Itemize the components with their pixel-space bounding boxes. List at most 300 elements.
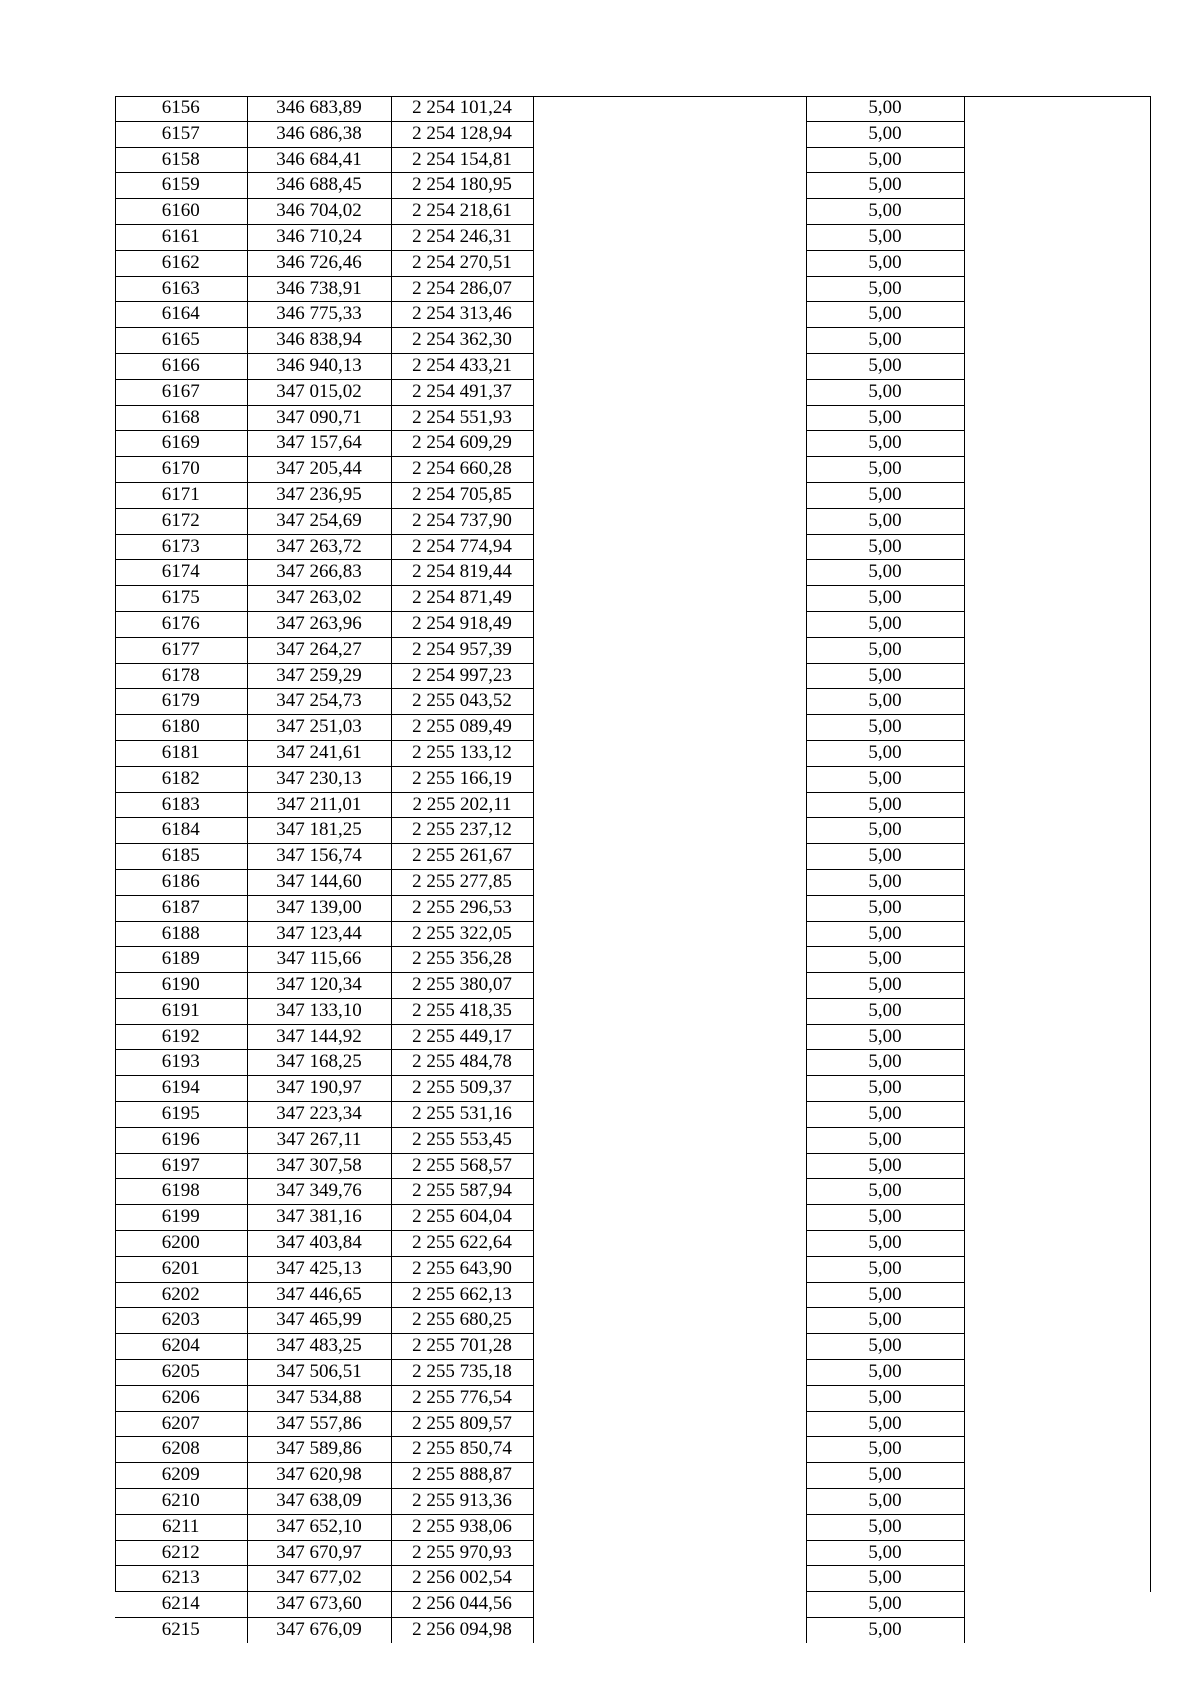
accuracy-cell: 5,00: [806, 1256, 964, 1282]
table-row: [115, 715, 1151, 741]
table-row: [115, 1514, 1151, 1540]
table-row: [115, 973, 1151, 999]
point-number-cell: 6191: [115, 998, 247, 1024]
point-number-cell: 6215: [115, 1618, 247, 1643]
x-coordinate-cell: 347 263,96: [247, 611, 391, 637]
x-coordinate-cell: 347 557,86: [247, 1411, 391, 1437]
y-coordinate-cell: 2 255 888,87: [391, 1463, 533, 1489]
y-coordinate-cell: 2 254 871,49: [391, 586, 533, 612]
table-row: [115, 947, 1151, 973]
blank-cell: [964, 792, 1151, 818]
blank-cell: [533, 1050, 806, 1076]
table-row: [115, 1179, 1151, 1205]
x-coordinate-cell: 347 267,11: [247, 1127, 391, 1153]
blank-cell: [964, 1024, 1151, 1050]
blank-cell: [964, 947, 1151, 973]
blank-cell: [964, 224, 1151, 250]
y-coordinate-cell: 2 255 913,36: [391, 1489, 533, 1515]
blank-cell: [964, 973, 1151, 999]
table-row: [115, 663, 1151, 689]
blank-cell: [533, 173, 806, 199]
accuracy-cell: 5,00: [806, 1179, 964, 1205]
table-row: [115, 534, 1151, 560]
point-number-cell: 6196: [115, 1127, 247, 1153]
table-row: [115, 1463, 1151, 1489]
x-coordinate-cell: 347 120,34: [247, 973, 391, 999]
point-number-cell: 6192: [115, 1024, 247, 1050]
blank-cell: [533, 1256, 806, 1282]
blank-cell: [533, 844, 806, 870]
accuracy-cell: 5,00: [806, 1076, 964, 1102]
table-row: [115, 173, 1151, 199]
x-coordinate-cell: 347 254,73: [247, 689, 391, 715]
table-row: [115, 895, 1151, 921]
point-number-cell: 6205: [115, 1360, 247, 1386]
table-row: [115, 1618, 1151, 1643]
table-row: [115, 1360, 1151, 1386]
accuracy-cell: 5,00: [806, 457, 964, 483]
blank-cell: [533, 586, 806, 612]
point-number-cell: 6171: [115, 482, 247, 508]
blank-cell: [533, 1102, 806, 1128]
blank-cell: [964, 1334, 1151, 1360]
point-number-cell: 6160: [115, 199, 247, 225]
blank-cell: [964, 199, 1151, 225]
accuracy-cell: 5,00: [806, 1205, 964, 1231]
y-coordinate-cell: 2 255 662,13: [391, 1282, 533, 1308]
x-coordinate-cell: 346 710,24: [247, 224, 391, 250]
blank-cell: [533, 250, 806, 276]
accuracy-cell: 5,00: [806, 611, 964, 637]
blank-cell: [964, 1437, 1151, 1463]
y-coordinate-cell: 2 255 484,78: [391, 1050, 533, 1076]
table-row: [115, 869, 1151, 895]
accuracy-cell: 5,00: [806, 1308, 964, 1334]
y-coordinate-cell: 2 255 166,19: [391, 766, 533, 792]
accuracy-cell: 5,00: [806, 431, 964, 457]
accuracy-cell: 5,00: [806, 895, 964, 921]
y-coordinate-cell: 2 254 154,81: [391, 147, 533, 173]
table-row: [115, 1153, 1151, 1179]
blank-cell: [533, 1127, 806, 1153]
blank-cell: [533, 1076, 806, 1102]
table-row: [115, 1308, 1151, 1334]
blank-cell: [533, 147, 806, 173]
y-coordinate-cell: 2 255 622,64: [391, 1231, 533, 1257]
coordinates-table-body: [115, 96, 1151, 1643]
x-coordinate-cell: 347 230,13: [247, 766, 391, 792]
y-coordinate-cell: 2 255 701,28: [391, 1334, 533, 1360]
point-number-cell: 6168: [115, 405, 247, 431]
blank-cell: [533, 276, 806, 302]
table-row: [115, 353, 1151, 379]
blank-cell: [533, 121, 806, 147]
y-coordinate-cell: 2 255 776,54: [391, 1385, 533, 1411]
blank-cell: [533, 921, 806, 947]
point-number-cell: 6201: [115, 1256, 247, 1282]
y-coordinate-cell: 2 254 997,23: [391, 663, 533, 689]
x-coordinate-cell: 347 266,83: [247, 560, 391, 586]
x-coordinate-cell: 347 263,02: [247, 586, 391, 612]
accuracy-cell: 5,00: [806, 869, 964, 895]
table-row: [115, 1231, 1151, 1257]
blank-cell: [964, 173, 1151, 199]
x-coordinate-cell: 347 403,84: [247, 1231, 391, 1257]
accuracy-cell: 5,00: [806, 482, 964, 508]
point-number-cell: 6185: [115, 844, 247, 870]
x-coordinate-cell: 347 483,25: [247, 1334, 391, 1360]
point-number-cell: 6167: [115, 379, 247, 405]
accuracy-cell: 5,00: [806, 715, 964, 741]
y-coordinate-cell: 2 254 246,31: [391, 224, 533, 250]
table-row: [115, 740, 1151, 766]
accuracy-cell: 5,00: [806, 844, 964, 870]
accuracy-cell: 5,00: [806, 1592, 964, 1618]
point-number-cell: 6179: [115, 689, 247, 715]
y-coordinate-cell: 2 254 180,95: [391, 173, 533, 199]
table-row: [115, 1076, 1151, 1102]
blank-cell: [964, 998, 1151, 1024]
blank-cell: [533, 1360, 806, 1386]
blank-cell: [533, 895, 806, 921]
table-row: [115, 1385, 1151, 1411]
blank-cell: [533, 1437, 806, 1463]
y-coordinate-cell: 2 254 918,49: [391, 611, 533, 637]
x-coordinate-cell: 347 670,97: [247, 1540, 391, 1566]
y-coordinate-cell: 2 254 705,85: [391, 482, 533, 508]
accuracy-cell: 5,00: [806, 173, 964, 199]
point-number-cell: 6178: [115, 663, 247, 689]
point-number-cell: 6183: [115, 792, 247, 818]
y-coordinate-cell: 2 254 957,39: [391, 637, 533, 663]
x-coordinate-cell: 346 775,33: [247, 302, 391, 328]
point-number-cell: 6214: [115, 1592, 247, 1618]
table-row: [115, 1592, 1151, 1618]
x-coordinate-cell: 346 726,46: [247, 250, 391, 276]
blank-cell: [964, 586, 1151, 612]
blank-cell: [533, 869, 806, 895]
blank-cell: [533, 508, 806, 534]
x-coordinate-cell: 347 652,10: [247, 1514, 391, 1540]
table-row: [115, 921, 1151, 947]
point-number-cell: 6202: [115, 1282, 247, 1308]
blank-cell: [533, 1179, 806, 1205]
accuracy-cell: 5,00: [806, 947, 964, 973]
point-number-cell: 6176: [115, 611, 247, 637]
y-coordinate-cell: 2 254 362,30: [391, 328, 533, 354]
blank-cell: [533, 1566, 806, 1592]
y-coordinate-cell: 2 255 680,25: [391, 1308, 533, 1334]
coordinates-table: [115, 96, 1151, 1643]
table-row: [115, 844, 1151, 870]
y-coordinate-cell: 2 255 809,57: [391, 1411, 533, 1437]
x-coordinate-cell: 347 446,65: [247, 1282, 391, 1308]
point-number-cell: 6200: [115, 1231, 247, 1257]
table-row: [115, 147, 1151, 173]
blank-cell: [964, 405, 1151, 431]
accuracy-cell: 5,00: [806, 1024, 964, 1050]
accuracy-cell: 5,00: [806, 302, 964, 328]
blank-cell: [533, 534, 806, 560]
y-coordinate-cell: 2 256 044,56: [391, 1592, 533, 1618]
x-coordinate-cell: 346 940,13: [247, 353, 391, 379]
blank-cell: [533, 1205, 806, 1231]
blank-cell: [964, 1205, 1151, 1231]
table-row: [115, 792, 1151, 818]
table-row: [115, 1540, 1151, 1566]
table-row: [115, 1334, 1151, 1360]
blank-cell: [964, 766, 1151, 792]
point-number-cell: 6172: [115, 508, 247, 534]
table-row: [115, 766, 1151, 792]
accuracy-cell: 5,00: [806, 1437, 964, 1463]
blank-cell: [964, 1514, 1151, 1540]
point-number-cell: 6173: [115, 534, 247, 560]
x-coordinate-cell: 347 673,60: [247, 1592, 391, 1618]
y-coordinate-cell: 2 254 551,93: [391, 405, 533, 431]
accuracy-cell: 5,00: [806, 1282, 964, 1308]
accuracy-cell: 5,00: [806, 1127, 964, 1153]
blank-cell: [964, 1308, 1151, 1334]
point-number-cell: 6206: [115, 1385, 247, 1411]
x-coordinate-cell: 347 139,00: [247, 895, 391, 921]
table-row: [115, 1411, 1151, 1437]
point-number-cell: 6212: [115, 1540, 247, 1566]
blank-cell: [533, 973, 806, 999]
blank-cell: [964, 844, 1151, 870]
table-row: [115, 431, 1151, 457]
x-coordinate-cell: 347 015,02: [247, 379, 391, 405]
accuracy-cell: 5,00: [806, 973, 964, 999]
point-number-cell: 6184: [115, 818, 247, 844]
blank-cell: [964, 663, 1151, 689]
x-coordinate-cell: 347 264,27: [247, 637, 391, 663]
point-number-cell: 6162: [115, 250, 247, 276]
y-coordinate-cell: 2 255 587,94: [391, 1179, 533, 1205]
y-coordinate-cell: 2 254 286,07: [391, 276, 533, 302]
y-coordinate-cell: 2 254 433,21: [391, 353, 533, 379]
table-row: [115, 276, 1151, 302]
table-row: [115, 328, 1151, 354]
blank-cell: [964, 1282, 1151, 1308]
point-number-cell: 6187: [115, 895, 247, 921]
y-coordinate-cell: 2 254 218,61: [391, 199, 533, 225]
table-row: [115, 1102, 1151, 1128]
accuracy-cell: 5,00: [806, 1489, 964, 1515]
y-coordinate-cell: 2 254 737,90: [391, 508, 533, 534]
blank-cell: [533, 947, 806, 973]
blank-cell: [533, 302, 806, 328]
accuracy-cell: 5,00: [806, 353, 964, 379]
table-row: [115, 457, 1151, 483]
x-coordinate-cell: 347 589,86: [247, 1437, 391, 1463]
blank-cell: [533, 353, 806, 379]
blank-cell: [964, 508, 1151, 534]
point-number-cell: 6210: [115, 1489, 247, 1515]
blank-cell: [964, 1489, 1151, 1515]
x-coordinate-cell: 347 236,95: [247, 482, 391, 508]
table-row: [115, 611, 1151, 637]
blank-cell: [533, 689, 806, 715]
point-number-cell: 6197: [115, 1153, 247, 1179]
point-number-cell: 6156: [115, 96, 247, 121]
y-coordinate-cell: 2 255 296,53: [391, 895, 533, 921]
point-number-cell: 6182: [115, 766, 247, 792]
blank-cell: [964, 1153, 1151, 1179]
y-coordinate-cell: 2 255 261,67: [391, 844, 533, 870]
accuracy-cell: 5,00: [806, 1463, 964, 1489]
table-row: [115, 121, 1151, 147]
blank-cell: [533, 1540, 806, 1566]
accuracy-cell: 5,00: [806, 818, 964, 844]
x-coordinate-cell: 347 676,09: [247, 1618, 391, 1643]
x-coordinate-cell: 347 506,51: [247, 1360, 391, 1386]
blank-cell: [533, 482, 806, 508]
x-coordinate-cell: 347 115,66: [247, 947, 391, 973]
table-row: [115, 1024, 1151, 1050]
blank-cell: [533, 1282, 806, 1308]
accuracy-cell: 5,00: [806, 1385, 964, 1411]
y-coordinate-cell: 2 254 313,46: [391, 302, 533, 328]
blank-cell: [964, 740, 1151, 766]
point-number-cell: 6213: [115, 1566, 247, 1592]
x-coordinate-cell: 347 133,10: [247, 998, 391, 1024]
y-coordinate-cell: 2 255 043,52: [391, 689, 533, 715]
accuracy-cell: 5,00: [806, 921, 964, 947]
table-row: [115, 1489, 1151, 1515]
y-coordinate-cell: 2 255 322,05: [391, 921, 533, 947]
blank-cell: [964, 457, 1151, 483]
table-row: [115, 1256, 1151, 1282]
blank-cell: [533, 637, 806, 663]
x-coordinate-cell: 347 205,44: [247, 457, 391, 483]
point-number-cell: 6177: [115, 637, 247, 663]
table-row: [115, 1282, 1151, 1308]
y-coordinate-cell: 2 255 735,18: [391, 1360, 533, 1386]
blank-cell: [533, 715, 806, 741]
blank-cell: [964, 1360, 1151, 1386]
table-row: [115, 1566, 1151, 1592]
blank-cell: [964, 1618, 1151, 1643]
blank-cell: [533, 199, 806, 225]
blank-cell: [533, 998, 806, 1024]
accuracy-cell: 5,00: [806, 1231, 964, 1257]
blank-cell: [533, 663, 806, 689]
x-coordinate-cell: 347 144,92: [247, 1024, 391, 1050]
table-row: [115, 586, 1151, 612]
accuracy-cell: 5,00: [806, 96, 964, 121]
blank-cell: [533, 1489, 806, 1515]
blank-cell: [964, 1256, 1151, 1282]
blank-cell: [964, 379, 1151, 405]
blank-cell: [964, 1463, 1151, 1489]
blank-cell: [964, 276, 1151, 302]
blank-cell: [964, 1592, 1151, 1618]
x-coordinate-cell: 347 259,29: [247, 663, 391, 689]
blank-cell: [964, 534, 1151, 560]
y-coordinate-cell: 2 255 531,16: [391, 1102, 533, 1128]
point-number-cell: 6189: [115, 947, 247, 973]
y-coordinate-cell: 2 256 094,98: [391, 1618, 533, 1643]
blank-cell: [964, 611, 1151, 637]
blank-cell: [533, 560, 806, 586]
accuracy-cell: 5,00: [806, 1153, 964, 1179]
point-number-cell: 6194: [115, 1076, 247, 1102]
x-coordinate-cell: 347 534,88: [247, 1385, 391, 1411]
table-row: [115, 560, 1151, 586]
blank-cell: [533, 818, 806, 844]
accuracy-cell: 5,00: [806, 998, 964, 1024]
point-number-cell: 6161: [115, 224, 247, 250]
y-coordinate-cell: 2 255 380,07: [391, 973, 533, 999]
point-number-cell: 6169: [115, 431, 247, 457]
y-coordinate-cell: 2 255 604,04: [391, 1205, 533, 1231]
blank-cell: [964, 328, 1151, 354]
x-coordinate-cell: 347 123,44: [247, 921, 391, 947]
y-coordinate-cell: 2 254 819,44: [391, 560, 533, 586]
blank-cell: [533, 328, 806, 354]
blank-cell: [964, 869, 1151, 895]
blank-cell: [964, 96, 1151, 121]
blank-cell: [533, 1411, 806, 1437]
point-number-cell: 6181: [115, 740, 247, 766]
point-number-cell: 6164: [115, 302, 247, 328]
blank-cell: [533, 1514, 806, 1540]
accuracy-cell: 5,00: [806, 250, 964, 276]
blank-cell: [964, 689, 1151, 715]
table-row: [115, 250, 1151, 276]
table-row: [115, 1050, 1151, 1076]
table-row: [115, 224, 1151, 250]
y-coordinate-cell: 2 255 202,11: [391, 792, 533, 818]
point-number-cell: 6193: [115, 1050, 247, 1076]
blank-cell: [533, 96, 806, 121]
accuracy-cell: 5,00: [806, 199, 964, 225]
table-row: [115, 1437, 1151, 1463]
table-row: [115, 818, 1151, 844]
accuracy-cell: 5,00: [806, 1050, 964, 1076]
blank-cell: [964, 895, 1151, 921]
x-coordinate-cell: 347 263,72: [247, 534, 391, 560]
blank-cell: [964, 1385, 1151, 1411]
blank-cell: [533, 1334, 806, 1360]
y-coordinate-cell: 2 255 553,45: [391, 1127, 533, 1153]
x-coordinate-cell: 346 838,94: [247, 328, 391, 354]
y-coordinate-cell: 2 254 660,28: [391, 457, 533, 483]
accuracy-cell: 5,00: [806, 1514, 964, 1540]
table-row: [115, 96, 1151, 121]
y-coordinate-cell: 2 255 568,57: [391, 1153, 533, 1179]
x-coordinate-cell: 347 349,76: [247, 1179, 391, 1205]
blank-cell: [964, 482, 1151, 508]
blank-cell: [964, 1540, 1151, 1566]
y-coordinate-cell: 2 255 509,37: [391, 1076, 533, 1102]
x-coordinate-cell: 347 251,03: [247, 715, 391, 741]
x-coordinate-cell: 347 254,69: [247, 508, 391, 534]
accuracy-cell: 5,00: [806, 663, 964, 689]
accuracy-cell: 5,00: [806, 586, 964, 612]
blank-cell: [533, 224, 806, 250]
accuracy-cell: 5,00: [806, 689, 964, 715]
accuracy-cell: 5,00: [806, 740, 964, 766]
blank-cell: [964, 715, 1151, 741]
accuracy-cell: 5,00: [806, 121, 964, 147]
x-coordinate-cell: 346 686,38: [247, 121, 391, 147]
blank-cell: [533, 611, 806, 637]
x-coordinate-cell: 347 425,13: [247, 1256, 391, 1282]
x-coordinate-cell: 347 241,61: [247, 740, 391, 766]
accuracy-cell: 5,00: [806, 405, 964, 431]
